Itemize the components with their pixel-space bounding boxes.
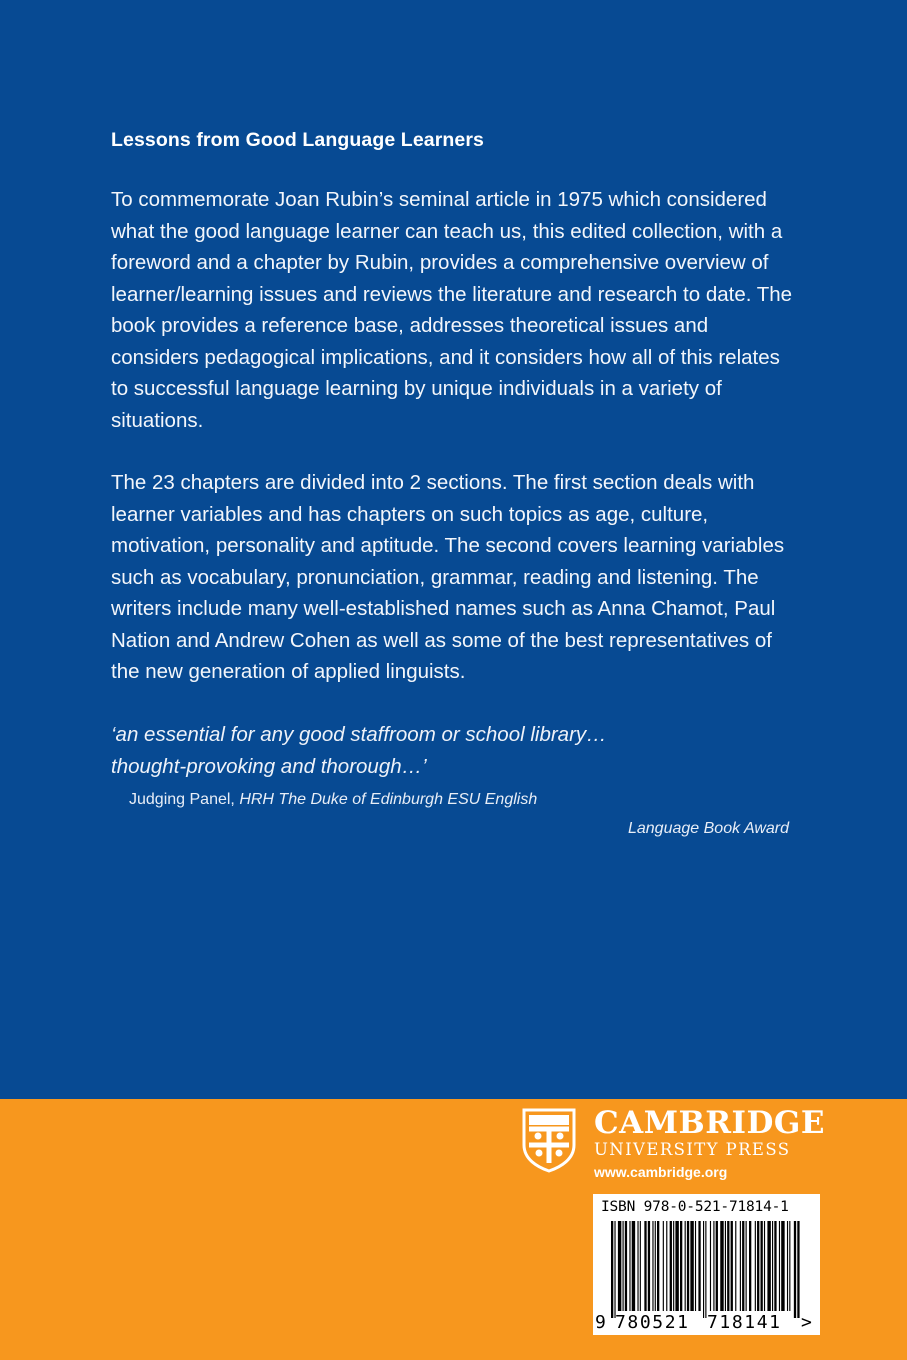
barcode-bar [705,1221,706,1318]
barcode-bar [625,1221,627,1311]
barcode-bar [767,1221,770,1311]
barcode-bar [655,1221,656,1311]
barcode-bar [644,1221,646,1311]
barcode-bar [755,1221,756,1311]
barcode-bar [787,1221,788,1311]
barcode-bar [710,1221,711,1311]
barcode-digits-left: 780521 [615,1312,690,1333]
review-quote-line-1: ‘an essential for any good staffroom or school library… [111,722,607,746]
barcode-digits [593,1312,820,1334]
barcode-bar [685,1221,686,1311]
barcode-bar [779,1221,780,1311]
barcode-bar [670,1221,672,1311]
barcode-bar [749,1221,751,1311]
description-paragraph-2: The 23 chapters are divided into 2 sections. The first section deals with learner variables and has chapters on such topics as age, culture, motivation, personality and aptitude. The second covers learning variables such as vocabulary, pronunciation, grammar, reading and listening. The writers include many well-established names such as Anna Chamot, Paul Nation and Andrew Cohen as well as some of the best representatives of the new generation of applied linguists. [111,471,785,683]
publisher-logo [594,1106,826,1181]
barcode-bar [690,1221,693,1311]
barcode-bar [731,1221,733,1311]
publisher-url: www.cambridge.org [594,1164,728,1180]
barcode-bar [695,1221,696,1311]
barcode-bar [757,1221,759,1311]
barcode-bar [666,1221,667,1311]
barcode-bar [611,1221,613,1318]
barcode-bar [657,1221,659,1311]
isbn-barcode [593,1194,820,1335]
book-title: Lessons from Good Language Learners [111,129,484,151]
barcode-bar [774,1221,776,1311]
barcode-bar [740,1221,741,1311]
barcode-bar [727,1221,729,1311]
barcode-digits-right: 718141 [707,1312,782,1333]
attribution-prefix: Judging Panel, [129,790,235,808]
barcode-bar [725,1221,726,1311]
barcode-bar [772,1221,773,1311]
barcode-bar [618,1221,621,1311]
barcode-quiet-zone-marker: > [801,1312,812,1333]
barcode-bar [652,1221,653,1311]
barcode-bar [648,1221,650,1311]
publisher-name: CAMBRIDGE [594,1105,825,1141]
barcode-bar [698,1221,700,1311]
barcode-bar [673,1221,674,1311]
barcode-bar [640,1221,641,1311]
barcode-bar [789,1221,790,1311]
barcode-bar [687,1221,689,1311]
barcode-bar [794,1221,796,1318]
barcode-bar [797,1221,799,1318]
back-cover-text [111,127,801,839]
barcode-bar [781,1221,784,1311]
university-crest-icon [521,1107,577,1173]
barcode-bar [614,1221,615,1318]
attribution-award: HRH The Duke of Edinburgh ESU English [239,790,538,808]
barcode-bar [675,1221,678,1311]
barcode-bar [680,1221,682,1311]
barcode-bar [742,1221,744,1311]
barcode-bar [632,1221,635,1311]
description-paragraph-1: To commemorate Joan Rubin’s seminal article in 1975 which considered what the good language learner can teach us, this edited collection, with a foreword and a chapter by Rubin, provides a comprehensive overview of learner/learning issues and reviews the literature and research to date. The book provides a reference base, addresses theoretical issues and considers pedagogical implications, and it considers how all of this relates to successful language learning by unique individuals in a variety of situations. [111,188,793,432]
barcode-bar [761,1221,763,1311]
quote-attribution [129,790,801,810]
publisher-subtitle: UNIVERSITY PRESS [594,1140,791,1159]
attribution-award-continued: Language Book Award [627,819,789,837]
barcode-bar [716,1221,718,1311]
barcode-bar [703,1221,704,1318]
barcode-bar [764,1221,765,1311]
isbn-label: ISBN 978-0-521-71814-1 [601,1199,789,1215]
barcode-bar [720,1221,723,1311]
barcode-bar [735,1221,736,1311]
barcode-bar [663,1221,664,1311]
barcode-bar [637,1221,638,1311]
barcode-bar [713,1221,714,1311]
barcode-bar [746,1221,747,1311]
review-quote-line-2: thought-provoking and thorough…’ [111,754,427,778]
barcode-bar [629,1221,630,1311]
barcode-digit-first: 9 [595,1312,606,1333]
review-quote [111,719,801,783]
barcode-bar [623,1221,624,1311]
